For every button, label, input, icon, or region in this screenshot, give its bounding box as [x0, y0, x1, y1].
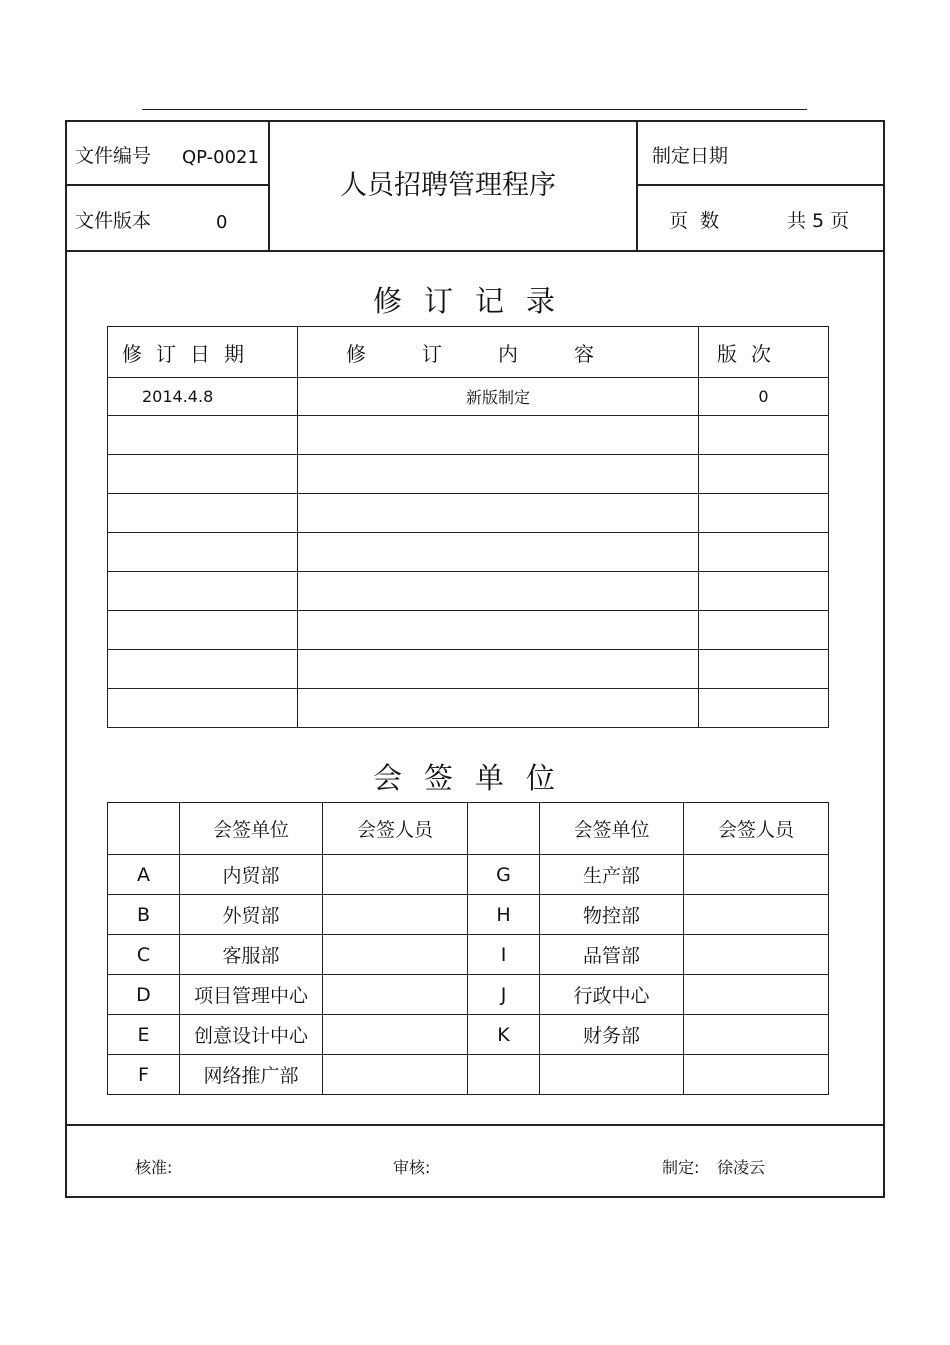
revision-date-header: 修订日期	[108, 327, 298, 378]
signoff-person-cell	[323, 1055, 468, 1095]
revision-row	[108, 572, 829, 611]
author-label: 制定:	[662, 1158, 700, 1177]
signoff-person-cell	[684, 975, 829, 1015]
revision-content-cell	[298, 611, 699, 650]
signoff-unit-cell: 行政中心	[540, 975, 684, 1015]
signoff-code-cell	[468, 1055, 540, 1095]
approve-label: 核准:	[135, 1158, 173, 1177]
revision-content-cell	[298, 494, 699, 533]
signoff-unit-cell: 创意设计中心	[180, 1015, 323, 1055]
revision-row	[108, 533, 829, 572]
signoff-code-cell: E	[108, 1015, 180, 1055]
signoff-unit-cell: 物控部	[540, 895, 684, 935]
header-divider-right	[636, 122, 638, 250]
revision-title: 修订记录	[372, 284, 577, 318]
signoff-unit-cell: 项目管理中心	[180, 975, 323, 1015]
revision-row	[108, 611, 829, 650]
signoff-person-cell	[684, 895, 829, 935]
issue-date-label: 制定日期	[652, 145, 729, 167]
page-count-value: 共 5 页	[787, 210, 850, 232]
signoff-code-header	[468, 803, 540, 855]
signoff-unit-header: 会签单位	[540, 803, 684, 855]
revision-content-cell	[298, 455, 699, 494]
revision-version-cell	[699, 455, 829, 494]
signoff-code-header	[108, 803, 180, 855]
doc-version-value: 0	[216, 212, 228, 233]
signoff-unit-cell	[540, 1055, 684, 1095]
signoff-row	[108, 855, 829, 895]
signoff-person-header: 会签人员	[684, 803, 829, 855]
signoff-unit-cell: 内贸部	[180, 855, 323, 895]
header-row-divider-right	[636, 184, 883, 186]
revision-date-cell	[108, 494, 298, 533]
revision-date-cell	[108, 611, 298, 650]
revision-row	[108, 494, 829, 533]
revision-version-cell	[699, 572, 829, 611]
revision-date-cell	[108, 455, 298, 494]
signoff-code-cell: H	[468, 895, 540, 935]
revision-version-cell	[699, 416, 829, 455]
header-divider-left	[268, 122, 270, 250]
revision-version-cell	[699, 533, 829, 572]
top-rule	[142, 109, 807, 110]
signoff-person-cell	[323, 1015, 468, 1055]
signoff-person-cell	[323, 935, 468, 975]
revision-date-cell: 2014.4.8	[108, 378, 298, 416]
revision-content-cell	[298, 572, 699, 611]
signoff-title: 会签单位	[372, 761, 577, 795]
signoff-code-cell: J	[468, 975, 540, 1015]
signoff-code-cell: A	[108, 855, 180, 895]
signoff-table	[107, 802, 829, 1095]
header-row-divider-left	[67, 184, 270, 186]
revision-header-row	[108, 327, 829, 378]
revision-version-cell	[699, 650, 829, 689]
revision-version-cell	[699, 689, 829, 728]
signoff-header-row	[108, 803, 829, 855]
footer-rule	[67, 1124, 883, 1126]
signoff-person-cell	[323, 855, 468, 895]
signoff-row	[108, 975, 829, 1015]
signoff-person-cell	[684, 1055, 829, 1095]
revision-version-cell	[699, 611, 829, 650]
review-label: 审核:	[393, 1158, 431, 1177]
revision-content-cell	[298, 650, 699, 689]
revision-content-cell	[298, 416, 699, 455]
revision-table	[107, 326, 829, 728]
revision-row	[108, 455, 829, 494]
doc-version-label: 文件版本	[75, 210, 152, 232]
signoff-unit-header: 会签单位	[180, 803, 323, 855]
signoff-row	[108, 935, 829, 975]
document-title: 人员招聘管理程序	[340, 170, 556, 201]
signoff-person-cell	[684, 855, 829, 895]
signoff-person-cell	[684, 935, 829, 975]
signoff-code-cell: K	[468, 1015, 540, 1055]
signoff-code-cell: B	[108, 895, 180, 935]
signoff-code-cell: C	[108, 935, 180, 975]
signoff-person-header: 会签人员	[323, 803, 468, 855]
header-bottom-rule	[67, 250, 883, 252]
signoff-unit-cell: 品管部	[540, 935, 684, 975]
revision-date-cell	[108, 572, 298, 611]
signoff-unit-cell: 外贸部	[180, 895, 323, 935]
revision-content-cell	[298, 689, 699, 728]
signoff-code-cell: G	[468, 855, 540, 895]
revision-date-cell	[108, 416, 298, 455]
signoff-person-cell	[323, 975, 468, 1015]
signoff-person-cell	[323, 895, 468, 935]
signoff-row	[108, 1015, 829, 1055]
signoff-unit-cell: 财务部	[540, 1015, 684, 1055]
signoff-row	[108, 1055, 829, 1095]
revision-date-cell	[108, 650, 298, 689]
author-name: 徐凌云	[717, 1158, 766, 1177]
revision-version-cell: 0	[699, 378, 829, 416]
doc-number-label: 文件编号	[75, 145, 152, 167]
revision-date-cell	[108, 689, 298, 728]
revision-content-cell	[298, 533, 699, 572]
revision-content-header: 修订内容	[298, 327, 699, 378]
signoff-unit-cell: 网络推广部	[180, 1055, 323, 1095]
revision-date-cell	[108, 533, 298, 572]
signoff-person-cell	[684, 1015, 829, 1055]
page-count-label: 页 数	[669, 210, 720, 232]
signoff-row	[108, 895, 829, 935]
signoff-unit-cell: 客服部	[180, 935, 323, 975]
signoff-code-cell: I	[468, 935, 540, 975]
revision-version-header: 版次	[699, 327, 829, 378]
signoff-unit-cell: 生产部	[540, 855, 684, 895]
signoff-code-cell: D	[108, 975, 180, 1015]
revision-row	[108, 378, 829, 416]
revision-row	[108, 650, 829, 689]
revision-row	[108, 689, 829, 728]
doc-number-value: QP-0021	[182, 147, 259, 168]
revision-row	[108, 416, 829, 455]
document-frame	[65, 120, 885, 1198]
revision-version-cell	[699, 494, 829, 533]
revision-content-cell: 新版制定	[298, 378, 699, 416]
signoff-code-cell: F	[108, 1055, 180, 1095]
